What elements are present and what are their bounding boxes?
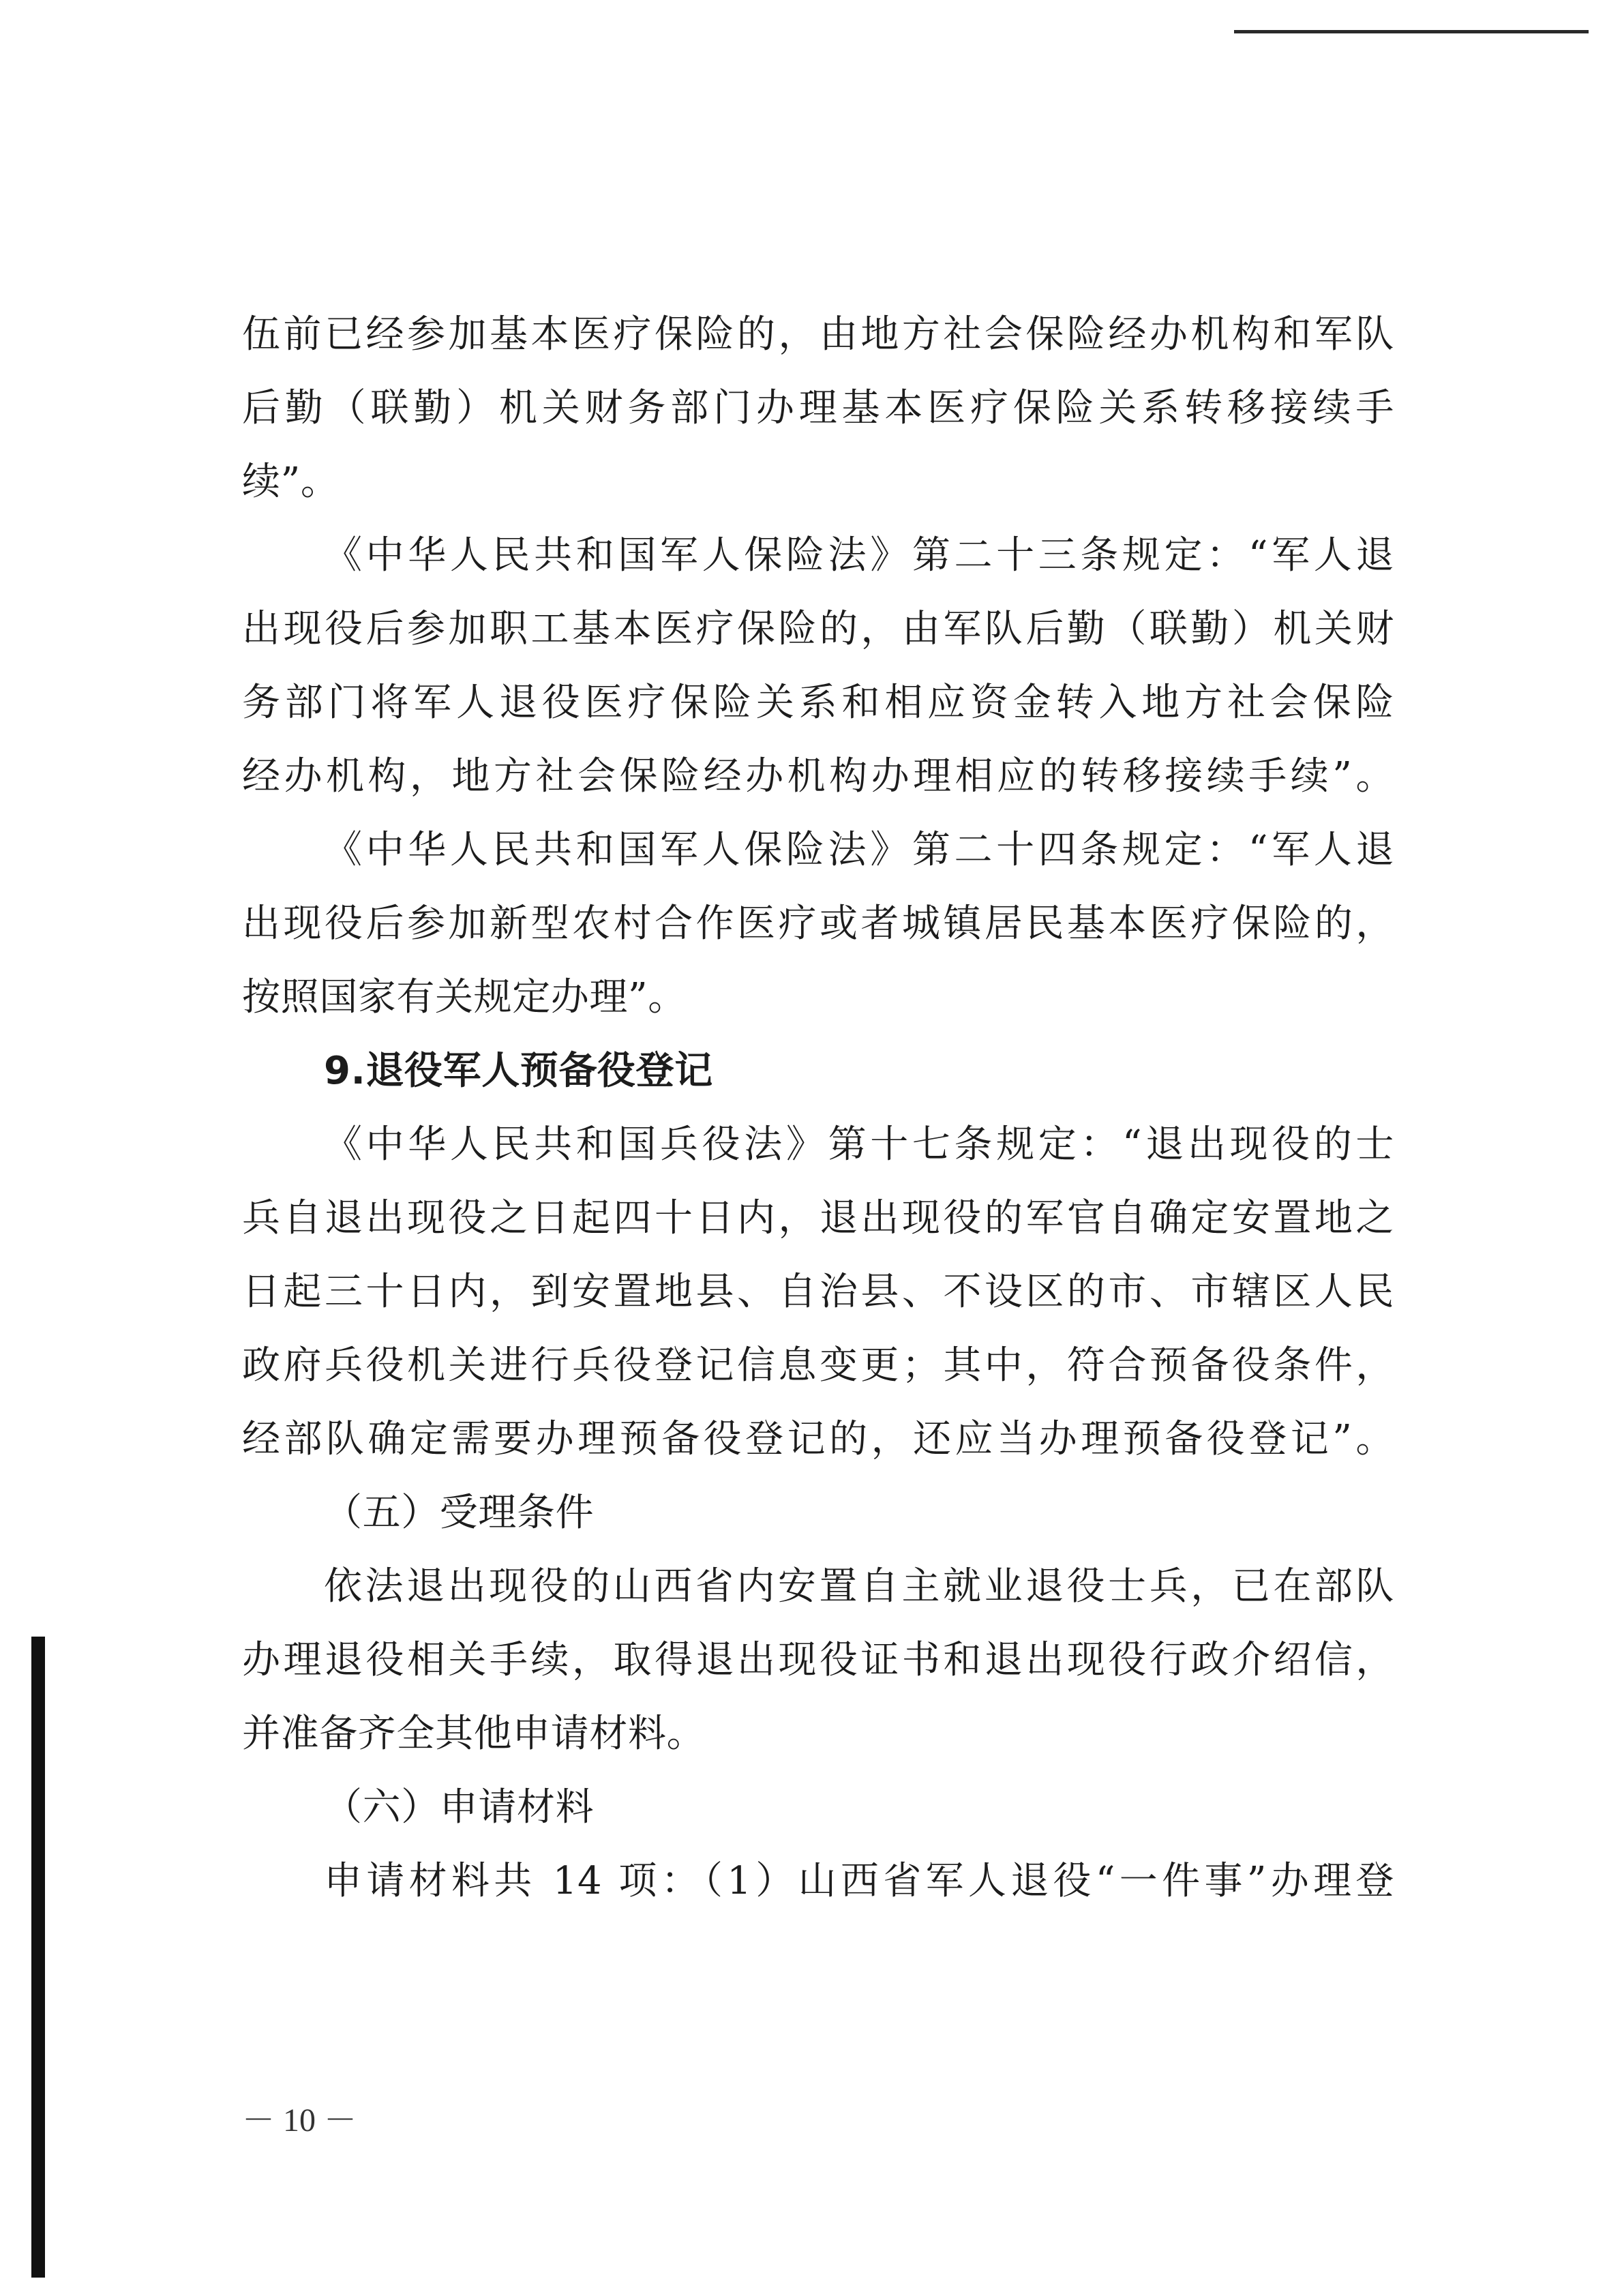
text-line: 续”。 bbox=[242, 460, 340, 504]
scan-edge-left bbox=[31, 1637, 45, 2278]
scan-edge-top bbox=[1234, 30, 1589, 33]
text-line: 申请材料共 14 项：（1）山西省军人退役“一件事”办理登 bbox=[324, 1859, 1394, 1903]
page-number: － 10 － bbox=[242, 2102, 357, 2138]
text-line: 伍前已经参加基本医疗保险的，由地方社会保险经办机构和军队 bbox=[242, 312, 1394, 357]
text-line: 兵自退出现役之日起四十日内，退出现役的军官自确定安置地之 bbox=[242, 1196, 1394, 1240]
text-line: 出现役后参加职工基本医疗保险的，由军队后勤（联勤）机关财 bbox=[242, 607, 1394, 651]
text-line: 经部队确定需要办理预备役登记的，还应当办理预备役登记”。 bbox=[242, 1417, 1394, 1461]
text-line: 《中华人民共和国军人保险法》第二十三条规定：“军人退 bbox=[324, 533, 1394, 578]
text-line: 政府兵役机关进行兵役登记信息变更；其中，符合预备役条件， bbox=[242, 1343, 1394, 1388]
text-line: 《中华人民共和国军人保险法》第二十四条规定：“军人退 bbox=[324, 828, 1394, 872]
text-line: 出现役后参加新型农村合作医疗或者城镇居民基本医疗保险的， bbox=[242, 901, 1394, 946]
text-line: 后勤（联勤）机关财务部门办理基本医疗保险关系转移接续手 bbox=[242, 386, 1394, 430]
text-line: 依法退出现役的山西省内安置自主就业退役士兵，已在部队 bbox=[324, 1564, 1394, 1609]
section-heading: 9.退役军人预备役登记 bbox=[324, 1049, 713, 1093]
text-line: 《中华人民共和国兵役法》第十七条规定：“退出现役的士 bbox=[324, 1122, 1394, 1167]
text-line: 办理退役相关手续，取得退出现役证书和退出现役行政介绍信， bbox=[242, 1638, 1394, 1682]
text-line: 务部门将军人退役医疗保险关系和相应资金转入地方社会保险 bbox=[242, 681, 1394, 725]
text-line: 日起三十日内，到安置地县、自治县、不设区的市、市辖区人民 bbox=[242, 1270, 1394, 1314]
subsection-heading: （六）申请材料 bbox=[324, 1785, 595, 1830]
text-line: 并准备齐全其他申请材料。 bbox=[242, 1712, 706, 1756]
text-line: 按照国家有关规定办理”。 bbox=[242, 975, 687, 1019]
text-line: 经办机构，地方社会保险经办机构办理相应的转移接续手续”。 bbox=[242, 754, 1394, 799]
subsection-heading: （五）受理条件 bbox=[324, 1491, 595, 1535]
